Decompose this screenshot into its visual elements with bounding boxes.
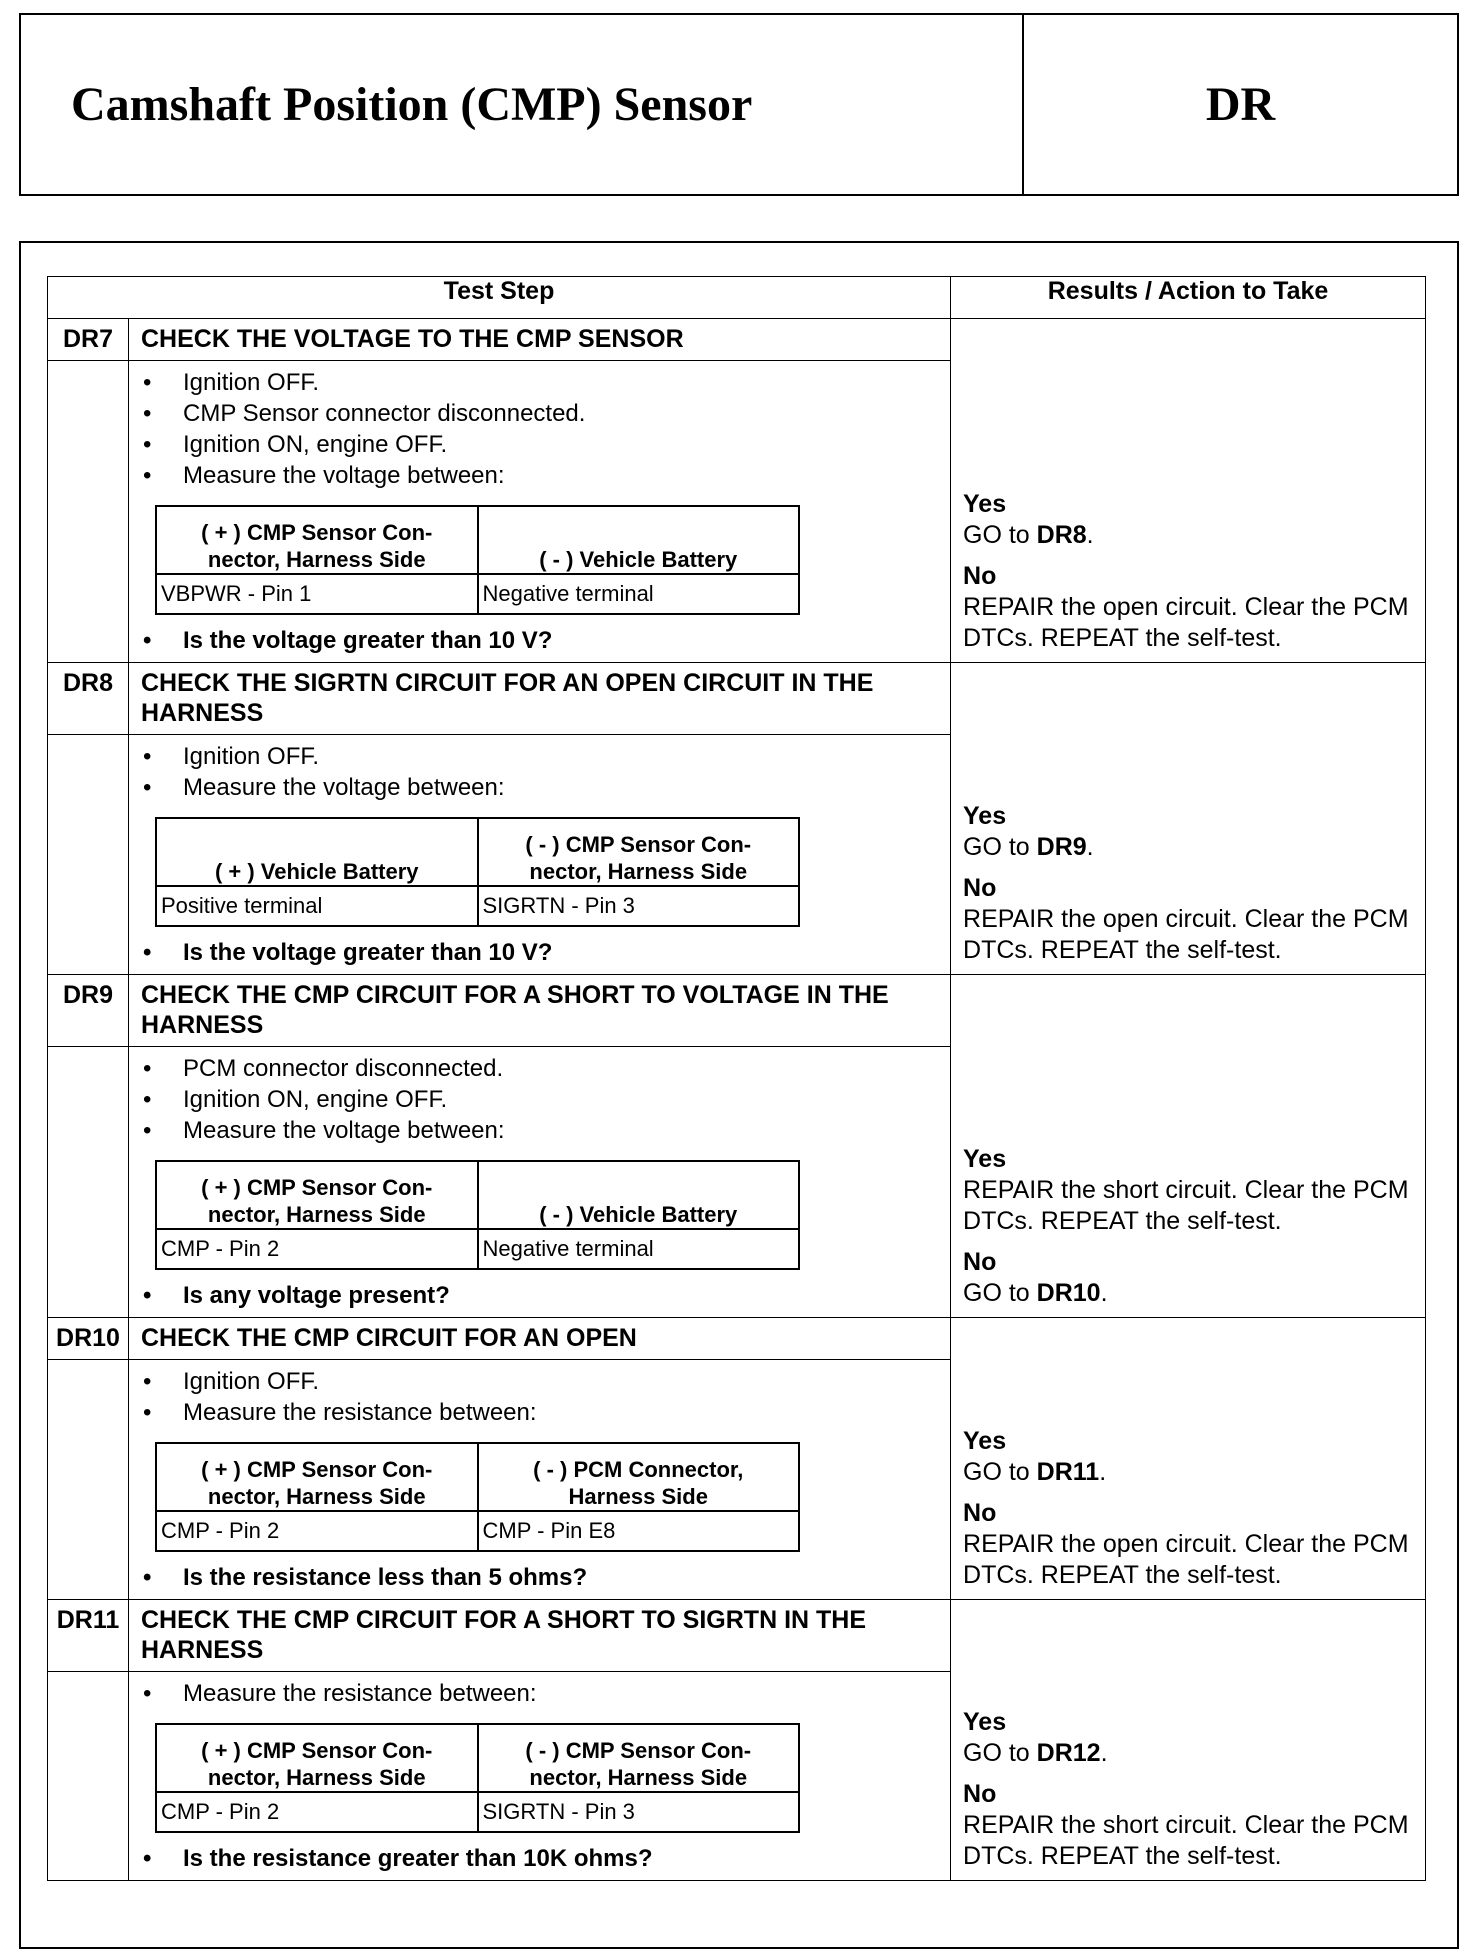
step-instructions [129, 1672, 951, 1881]
step-instructions [129, 1360, 951, 1600]
question-text: • Is the resistance less than 5 ohms? [141, 1562, 938, 1593]
no-label: No [963, 1499, 997, 1527]
step-instructions [129, 1047, 951, 1318]
instruction-list [141, 367, 938, 491]
section-code: DR [1022, 15, 1457, 194]
measurement-value-negative: SIGRTN - Pin 3 [478, 886, 800, 926]
yes-label: Yes [963, 1708, 1007, 1736]
column-header-test-step: Test Step [48, 277, 951, 319]
measurement-col-negative: ( - ) CMP Sensor Con- nector, Harness Side [478, 818, 800, 886]
step-id: DR9 [48, 975, 129, 1047]
measurement-table [155, 817, 800, 927]
instruction-item: • Ignition ON, engine OFF. [141, 1084, 938, 1115]
column-header-results: Results / Action to Take [951, 277, 1426, 319]
measurement-header-row [156, 1443, 799, 1511]
measurement-header-row [156, 818, 799, 886]
no-action [963, 1810, 1413, 1872]
diagnostic-table [47, 276, 1426, 1881]
step-result [951, 975, 1426, 1318]
no-label: No [963, 562, 997, 590]
instruction-item: • Measure the resistance between: [141, 1397, 938, 1428]
instruction-list [141, 741, 938, 803]
instruction-list [141, 1678, 938, 1709]
steps-body [48, 319, 1426, 1881]
test-question [141, 1562, 938, 1593]
measurement-value-positive: CMP - Pin 2 [156, 1792, 478, 1832]
step-title: CHECK THE SIGRTN CIRCUIT FOR AN OPEN CIRCUIT IN THE HARNESS [129, 663, 951, 735]
instruction-item: • CMP Sensor connector disconnected. [141, 398, 938, 429]
yes-tail: . [1099, 1458, 1107, 1486]
measurement-col-positive: ( + ) CMP Sensor Con- nector, Harness Side [156, 506, 478, 574]
step-result [951, 319, 1426, 663]
yes-action [963, 1175, 1413, 1237]
instruction-item: • PCM connector disconnected. [141, 1053, 938, 1084]
measurement-header-row [156, 1724, 799, 1792]
yes-text: GO to [963, 1739, 1030, 1767]
measurement-value-positive: VBPWR - Pin 1 [156, 574, 478, 614]
question-text: • Is the voltage greater than 10 V? [141, 937, 938, 968]
instruction-item: • Measure the resistance between: [141, 1678, 938, 1709]
instruction-item: • Measure the voltage between: [141, 772, 938, 803]
instruction-item: • Ignition OFF. [141, 367, 938, 398]
yes-label: Yes [963, 1145, 1007, 1173]
step-title: CHECK THE VOLTAGE TO THE CMP SENSOR [129, 319, 951, 361]
yes-action [963, 520, 1413, 551]
instruction-item: • Ignition OFF. [141, 1366, 938, 1397]
measurement-value-row [156, 1229, 799, 1269]
yes-tail: . [1086, 833, 1094, 861]
page-header [19, 13, 1459, 196]
no-text: REPAIR the open circuit. Clear the PCM DTCs. REPEAT the self-test. [963, 905, 1409, 964]
page-title: Camshaft Position (CMP) Sensor [71, 78, 753, 131]
yes-tail: . [1100, 1739, 1108, 1767]
no-text: REPAIR the open circuit. Clear the PCM DTCs. REPEAT the self-test. [963, 1530, 1409, 1589]
no-action [963, 904, 1413, 966]
yes-step-ref: DR8 [1036, 521, 1087, 549]
measurement-col-negative: ( - ) CMP Sensor Con- nector, Harness Side [478, 1724, 800, 1792]
yes-step-ref: DR9 [1036, 833, 1087, 861]
step-header-row [48, 1318, 1426, 1360]
yes-step-ref: DR11 [1036, 1458, 1100, 1486]
yes-text: GO to [963, 833, 1030, 861]
step-header-row [48, 975, 1426, 1047]
measurement-col-positive: ( + ) Vehicle Battery [156, 818, 478, 886]
measurement-value-negative: Negative terminal [478, 1229, 800, 1269]
yes-label: Yes [963, 802, 1007, 830]
step-id: DR11 [48, 1600, 129, 1672]
step-id-spacer [48, 1360, 129, 1600]
no-text: GO to [963, 1279, 1030, 1307]
step-instructions [129, 735, 951, 975]
no-tail: . [1100, 1279, 1108, 1307]
measurement-table [155, 1160, 800, 1270]
measurement-col-positive: ( + ) CMP Sensor Con- nector, Harness Side [156, 1724, 478, 1792]
test-question [141, 937, 938, 968]
measurement-value-row [156, 1792, 799, 1832]
measurement-value-positive: CMP - Pin 2 [156, 1229, 478, 1269]
yes-step-ref: DR12 [1036, 1739, 1101, 1767]
yes-action [963, 1738, 1413, 1769]
step-id-spacer [48, 1672, 129, 1881]
step-title: CHECK THE CMP CIRCUIT FOR AN OPEN [129, 1318, 951, 1360]
test-question [141, 625, 938, 656]
step-title: CHECK THE CMP CIRCUIT FOR A SHORT TO SIGRTN IN THE HARNESS [129, 1600, 951, 1672]
question-text: • Is any voltage present? [141, 1280, 938, 1311]
yes-label: Yes [963, 490, 1007, 518]
measurement-table [155, 1442, 800, 1552]
step-result [951, 1318, 1426, 1600]
yes-text: GO to [963, 521, 1030, 549]
step-header-row [48, 1600, 1426, 1672]
no-action [963, 1529, 1413, 1591]
measurement-col-negative: ( - ) Vehicle Battery [478, 506, 800, 574]
step-result [951, 1600, 1426, 1881]
yes-action [963, 1457, 1413, 1488]
no-action [963, 1278, 1413, 1309]
measurement-value-row [156, 886, 799, 926]
measurement-value-row [156, 1511, 799, 1551]
instruction-item: • Ignition ON, engine OFF. [141, 429, 938, 460]
step-id-spacer [48, 735, 129, 975]
no-label: No [963, 874, 997, 902]
step-id: DR7 [48, 319, 129, 361]
step-id-spacer [48, 1047, 129, 1318]
step-id: DR10 [48, 1318, 129, 1360]
measurement-value-positive: Positive terminal [156, 886, 478, 926]
instruction-item: • Measure the voltage between: [141, 1115, 938, 1146]
yes-tail: . [1086, 521, 1094, 549]
question-text: • Is the resistance greater than 10K ohms? [141, 1843, 938, 1874]
yes-action [963, 832, 1413, 863]
no-text: REPAIR the short circuit. Clear the PCM DTCs. REPEAT the self-test. [963, 1811, 1409, 1870]
step-id: DR8 [48, 663, 129, 735]
test-question [141, 1280, 938, 1311]
yes-label: Yes [963, 1427, 1007, 1455]
no-label: No [963, 1248, 997, 1276]
measurement-value-row [156, 574, 799, 614]
yes-text: REPAIR the short circuit. Clear the PCM DTCs. REPEAT the self-test. [963, 1176, 1409, 1235]
question-text: • Is the voltage greater than 10 V? [141, 625, 938, 656]
no-text: REPAIR the open circuit. Clear the PCM DTCs. REPEAT the self-test. [963, 593, 1409, 652]
measurement-value-negative: Negative terminal [478, 574, 800, 614]
step-title: CHECK THE CMP CIRCUIT FOR A SHORT TO VOLTAGE IN THE HARNESS [129, 975, 951, 1047]
measurement-col-negative: ( - ) Vehicle Battery [478, 1161, 800, 1229]
instruction-list [141, 1366, 938, 1428]
measurement-value-negative: CMP - Pin E8 [478, 1511, 800, 1551]
measurement-col-negative: ( - ) PCM Connector, Harness Side [478, 1443, 800, 1511]
step-id-spacer [48, 361, 129, 663]
measurement-col-positive: ( + ) CMP Sensor Con- nector, Harness Side [156, 1443, 478, 1511]
no-action [963, 592, 1413, 654]
instruction-item: • Measure the voltage between: [141, 460, 938, 491]
measurement-value-positive: CMP - Pin 2 [156, 1511, 478, 1551]
no-step-ref: DR10 [1036, 1279, 1101, 1307]
no-label: No [963, 1780, 997, 1808]
measurement-value-negative: SIGRTN - Pin 3 [478, 1792, 800, 1832]
measurement-header-row [156, 506, 799, 574]
measurement-table [155, 1723, 800, 1833]
measurement-table [155, 505, 800, 615]
test-question [141, 1843, 938, 1874]
step-result [951, 663, 1426, 975]
measurement-col-positive: ( + ) CMP Sensor Con- nector, Harness Side [156, 1161, 478, 1229]
measurement-header-row [156, 1161, 799, 1229]
instruction-list [141, 1053, 938, 1146]
step-header-row [48, 319, 1426, 361]
yes-text: GO to [963, 1458, 1030, 1486]
step-instructions [129, 361, 951, 663]
instruction-item: • Ignition OFF. [141, 741, 938, 772]
step-header-row [48, 663, 1426, 735]
